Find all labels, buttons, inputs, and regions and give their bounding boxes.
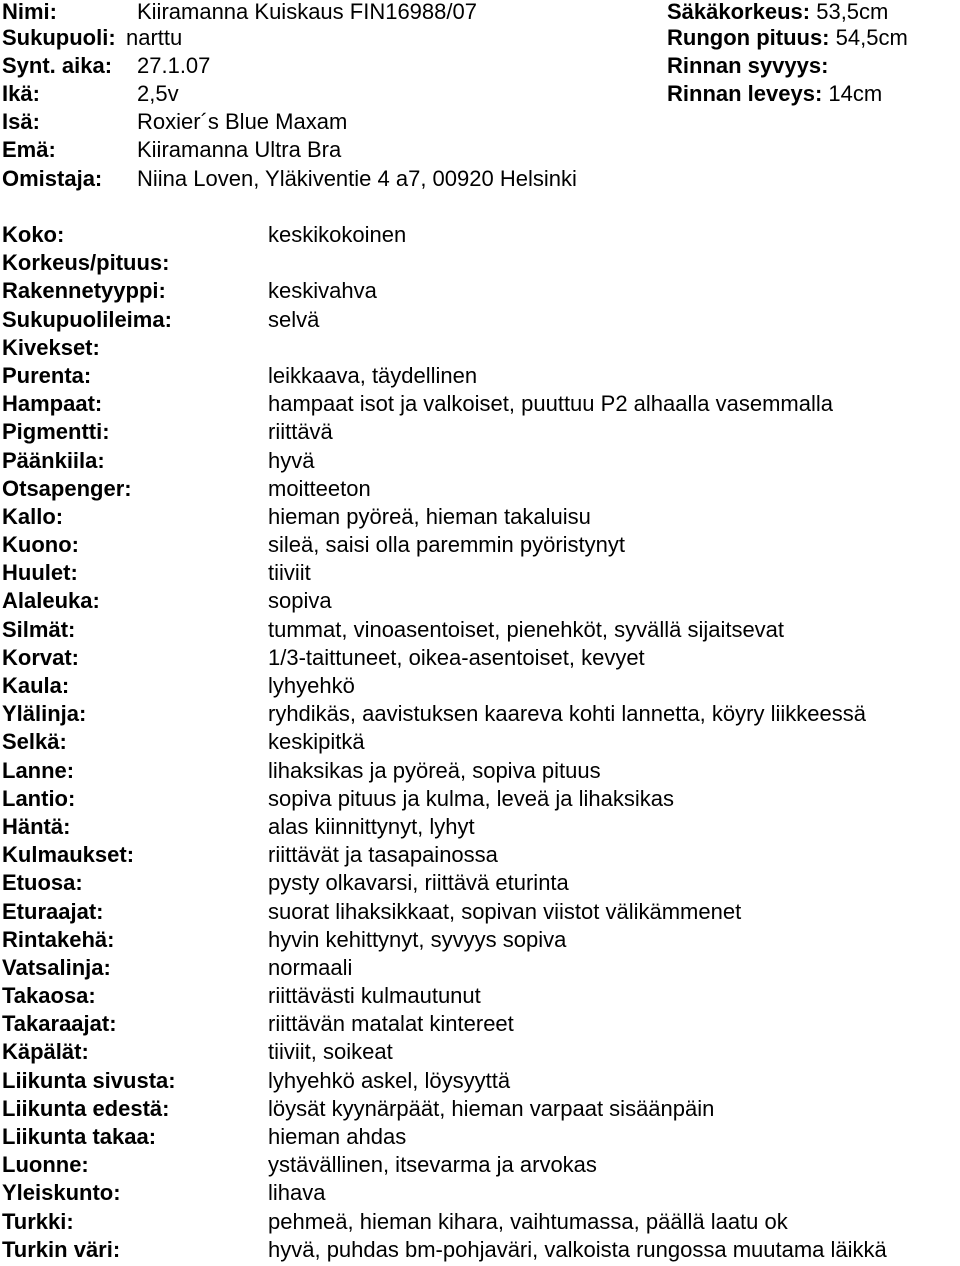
evaluation-label: Turkki:: [2, 1208, 74, 1234]
evaluation-row: [0, 813, 960, 841]
evaluation-value: leikkaava, täydellinen: [268, 362, 478, 388]
evaluation-row: [0, 362, 960, 390]
evaluation-label: Rintakehä:: [2, 926, 115, 952]
evaluation-row: [0, 1067, 960, 1095]
evaluation-label: Liikunta takaa:: [2, 1124, 157, 1149]
header-value: Kiiramanna Kuiskaus FIN16988/07: [137, 0, 477, 24]
evaluation-value: ryhdikäs, aavistuksen kaareva kohti lannetta, köyry liikkeessä: [268, 701, 866, 727]
evaluation-value: keskivahva: [268, 278, 377, 304]
evaluation-value: hieman ahdas: [268, 1124, 407, 1149]
evaluation-row: [0, 334, 960, 362]
evaluation-value: pehmeä, hieman kihara, vaihtumassa, päällä laatu ok: [268, 1208, 788, 1234]
evaluation-label: Takaosa:: [2, 983, 96, 1009]
evaluation-value: lihaksikas ja pyöreä, sopiva pituus: [268, 757, 601, 783]
evaluation-label: Koko:: [2, 222, 65, 247]
header-label: Emä:: [2, 137, 56, 162]
evaluation-label: Korvat:: [2, 644, 80, 670]
evaluation-row: [0, 869, 960, 897]
evaluation-value: keskikokoinen: [268, 222, 407, 247]
evaluation-value: alas kiinnittynyt, lyhyt: [268, 813, 475, 839]
evaluation-list: [0, 221, 960, 1264]
evaluation-value: riittävästi kulmautunut: [268, 983, 481, 1009]
evaluation-value: selvä: [268, 306, 320, 332]
measure-label: Säkäkorkeus:: [667, 0, 811, 24]
evaluation-row: [0, 785, 960, 813]
evaluation-label: Lantio:: [2, 785, 76, 811]
measure-value: 54,5cm: [835, 25, 908, 50]
evaluation-label: Eturaajat:: [2, 898, 104, 924]
evaluation-value: normaali: [268, 954, 353, 980]
evaluation-label: Yleiskunto:: [2, 1180, 121, 1206]
measure-row-chest-depth: [667, 52, 828, 80]
evaluation-row: [0, 249, 960, 277]
evaluation-row: [0, 390, 960, 418]
evaluation-value: pysty olkavarsi, riittävä eturinta: [268, 870, 569, 896]
evaluation-row: [0, 700, 960, 728]
evaluation-value: hyvä: [268, 447, 315, 473]
evaluation-row: [0, 531, 960, 559]
evaluation-value: riittävät ja tasapainossa: [268, 842, 498, 868]
header-value: Kiiramanna Ultra Bra: [137, 137, 342, 162]
evaluation-value: sileä, saisi olla paremmin pyöristynyt: [268, 532, 626, 558]
header-label: Nimi:: [2, 0, 57, 24]
evaluation-label: Turkin väri:: [2, 1236, 121, 1262]
evaluation-label: Huulet:: [2, 560, 78, 586]
evaluation-row: [0, 757, 960, 785]
evaluation-row: [0, 447, 960, 475]
evaluation-value: tummat, vinoasentoiset, pienehköt, syvällä sijaitsevat: [268, 616, 785, 642]
evaluation-value: hieman pyöreä, hieman takaluisu: [268, 503, 591, 529]
evaluation-row: [0, 1179, 960, 1207]
evaluation-label: Silmät:: [2, 616, 76, 642]
evaluation-row: [0, 221, 960, 249]
evaluation-label: Pigmentti:: [2, 419, 110, 445]
evaluation-row: [0, 954, 960, 982]
evaluation-label: Kallo:: [2, 503, 64, 529]
evaluation-value: hampaat isot ja valkoiset, puuttuu P2 alhaalla vasemmalla: [268, 391, 833, 417]
evaluation-value: keskipitkä: [268, 729, 365, 755]
evaluation-row: [0, 587, 960, 615]
measure-row-body-length: [667, 24, 908, 52]
evaluation-label: Häntä:: [2, 813, 71, 839]
header-label: Sukupuoli:: [2, 25, 116, 50]
evaluation-row: [0, 1208, 960, 1236]
header-value: 2,5v: [137, 81, 179, 106]
evaluation-label: Kuono:: [2, 532, 79, 558]
evaluation-row: [0, 418, 960, 446]
evaluation-label: Takaraajat:: [2, 1011, 117, 1037]
evaluation-value: suorat lihaksikkaat, sopivan viistot välikämmenet: [268, 898, 742, 924]
evaluation-value: tiiviit, soikeat: [268, 1039, 393, 1065]
evaluation-value: 1/3-taittuneet, oikea-asentoiset, kevyet: [268, 644, 645, 670]
header-label: Ikä:: [2, 81, 40, 106]
header-value: Niina Loven, Yläkiventie 4 a7, 00920 Helsinki: [137, 166, 577, 191]
evaluation-label: Käpälät:: [2, 1039, 89, 1065]
evaluation-value: ystävällinen, itsevarma ja arvokas: [268, 1152, 597, 1178]
evaluation-label: Alaleuka:: [2, 588, 100, 614]
evaluation-row: [0, 1236, 960, 1264]
evaluation-value: sopiva pituus ja kulma, leveä ja lihaksikas: [268, 785, 674, 811]
evaluation-label: Lanne:: [2, 757, 75, 783]
evaluation-value: lyhyehkö: [268, 673, 355, 698]
evaluation-row: [0, 1038, 960, 1066]
evaluation-label: Liikunta edestä:: [2, 1095, 170, 1121]
measure-value: 53,5cm: [816, 0, 889, 24]
evaluation-label: Korkeus/pituus:: [2, 250, 170, 276]
evaluation-row: [0, 559, 960, 587]
header-value: 27.1.07: [137, 53, 211, 78]
measure-value: 14cm: [828, 81, 883, 106]
evaluation-label: Hampaat:: [2, 391, 103, 417]
evaluation-label: Luonne:: [2, 1152, 89, 1178]
evaluation-label: Selkä:: [2, 729, 67, 755]
evaluation-label: Päänkiila:: [2, 447, 105, 473]
header-label: Synt. aika:: [2, 53, 113, 78]
evaluation-row: [0, 1095, 960, 1123]
evaluation-value: riittävän matalat kintereet: [268, 1011, 514, 1037]
evaluation-value: moitteeton: [268, 475, 371, 501]
measure-label: Rinnan syvyys:: [667, 53, 829, 78]
evaluation-label: Sukupuolileima:: [2, 306, 172, 332]
header-value: Roxier´s Blue Maxam: [137, 109, 348, 134]
evaluation-row: [0, 277, 960, 305]
evaluation-row: [0, 841, 960, 869]
evaluation-label: Purenta:: [2, 362, 92, 388]
evaluation-value: sopiva: [268, 588, 332, 614]
evaluation-value: riittävä: [268, 419, 333, 445]
evaluation-value: löysät kyynärpäät, hieman varpaat sisäänpäin: [268, 1095, 715, 1121]
evaluation-row: [0, 1151, 960, 1179]
evaluation-row: [0, 926, 960, 954]
evaluation-row: [0, 898, 960, 926]
evaluation-label: Ylälinja:: [2, 701, 87, 727]
evaluation-value: hyvä, puhdas bm-pohjaväri, valkoista rungossa muutama läikkä: [268, 1236, 887, 1262]
evaluation-value: tiiviit: [268, 560, 311, 586]
evaluation-label: Kivekset:: [2, 334, 100, 360]
evaluation-value: lyhyehkö askel, löysyyttä: [268, 1067, 511, 1093]
evaluation-label: Kaula:: [2, 673, 70, 698]
measure-label: Rinnan leveys:: [667, 81, 823, 106]
evaluation-value: hyvin kehittynyt, syvyys sopiva: [268, 926, 567, 952]
evaluation-value: lihava: [268, 1180, 326, 1206]
evaluation-label: Vatsalinja:: [2, 954, 111, 980]
evaluation-row: [0, 475, 960, 503]
measure-row-chest-width: [667, 80, 882, 108]
evaluation-row: [0, 503, 960, 531]
evaluation-label: Liikunta sivusta:: [2, 1067, 176, 1093]
evaluation-row: [0, 1010, 960, 1038]
evaluation-row: [0, 728, 960, 756]
evaluation-label: Kulmaukset:: [2, 842, 135, 868]
header-value: narttu: [126, 25, 183, 50]
evaluation-label: Etuosa:: [2, 870, 83, 896]
measure-row-withers: [667, 0, 888, 26]
header-label: Omistaja:: [2, 166, 103, 191]
evaluation-row: [0, 672, 960, 700]
header-label: Isä:: [2, 109, 40, 134]
evaluation-row: [0, 306, 960, 334]
evaluation-label: Otsapenger:: [2, 475, 132, 501]
evaluation-row: [0, 644, 960, 672]
evaluation-row: [0, 1123, 960, 1151]
evaluation-label: Rakennetyyppi:: [2, 278, 166, 304]
measure-label: Rungon pituus:: [667, 25, 830, 50]
evaluation-row: [0, 616, 960, 644]
evaluation-row: [0, 982, 960, 1010]
